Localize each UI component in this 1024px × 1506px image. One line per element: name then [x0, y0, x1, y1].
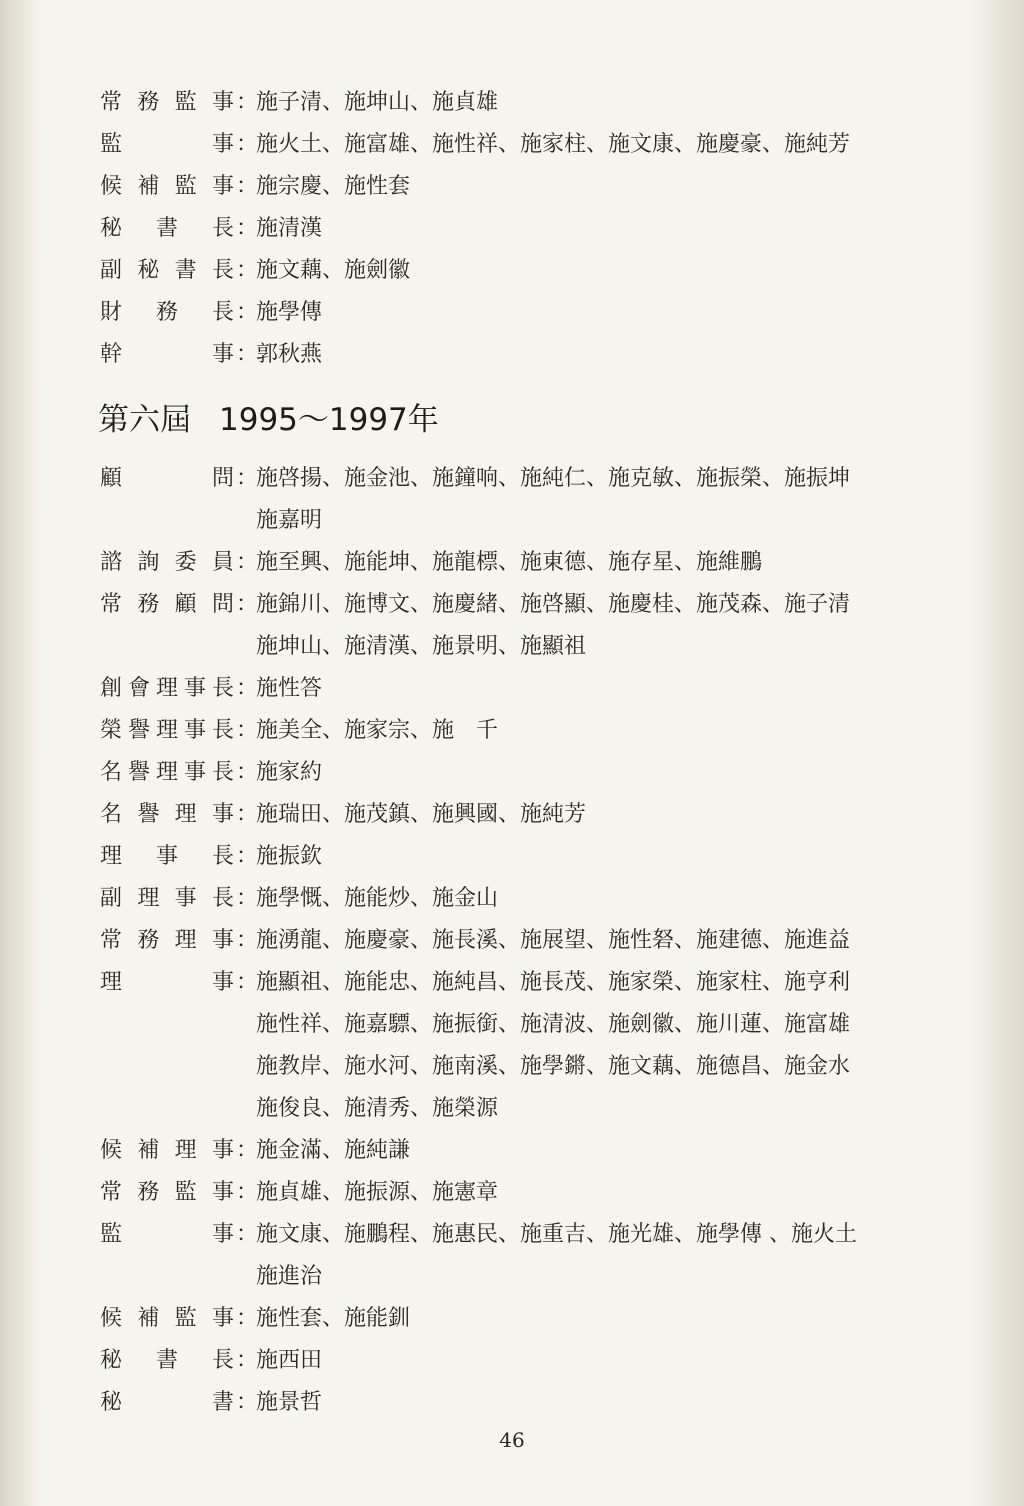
roster-row	[0, 292, 1024, 334]
role-label	[100, 836, 234, 878]
member-names: 施金滿、施純謙	[256, 1138, 411, 1163]
role-label-char: 常	[100, 928, 123, 953]
roster-row	[0, 542, 1024, 584]
member-names: 施瑞田、施茂鎮、施興國、施純芳	[256, 802, 587, 827]
role-label-char: 書	[174, 258, 197, 283]
role-label	[100, 1298, 234, 1340]
role-label-char: 秘	[100, 216, 123, 241]
roster-row	[0, 878, 1024, 920]
member-names: 施性套、施能釧	[256, 1306, 411, 1331]
member-names: 施學傳	[256, 300, 323, 325]
roster-row	[0, 334, 1024, 376]
role-label-char: 名	[100, 760, 123, 785]
role-label-char: 長	[211, 258, 234, 283]
label-colon: ：	[236, 1222, 259, 1247]
role-label-char: 問	[211, 592, 234, 617]
role-label-char: 詢	[137, 550, 160, 575]
heading-years: 1995～1997年	[219, 402, 439, 438]
role-label-char: 事	[211, 1138, 234, 1163]
label-colon: ：	[236, 886, 259, 911]
role-label-char: 事	[155, 844, 178, 869]
roster-row	[0, 124, 1024, 166]
label-colon: ：	[236, 174, 259, 199]
member-names: 施學慨、施能炒、施金山	[256, 886, 499, 911]
roster-row	[0, 1214, 1024, 1256]
roster-row	[0, 752, 1024, 794]
role-label-char: 事	[211, 1222, 234, 1247]
label-colon: ：	[236, 970, 259, 995]
role-label-char: 問	[211, 466, 234, 491]
member-names: 郭秋燕	[256, 342, 323, 367]
role-label-char: 創	[100, 676, 123, 701]
role-label-char: 理	[155, 718, 178, 743]
role-label-char: 務	[155, 300, 178, 325]
role-label	[100, 962, 234, 1004]
role-label	[100, 166, 234, 208]
role-label-char: 譽	[137, 802, 160, 827]
role-label-char: 委	[174, 550, 197, 575]
role-label-char: 補	[137, 1138, 160, 1163]
role-label-char: 務	[137, 1180, 160, 1205]
role-label-char: 理	[155, 676, 178, 701]
role-label-char: 事	[174, 886, 197, 911]
member-names: 施進治	[256, 1264, 323, 1289]
roster-row	[0, 668, 1024, 710]
role-label-char: 事	[211, 342, 234, 367]
member-names: 施性祥、施嘉驃、施振銜、施清波、施劍徽、施川蓮、施富雄	[256, 1012, 851, 1037]
label-colon: ：	[236, 718, 259, 743]
role-label	[100, 124, 234, 166]
member-names: 施火土、施富雄、施性祥、施家柱、施文康、施慶豪、施純芳	[256, 132, 851, 157]
label-colon: ：	[236, 1390, 259, 1415]
label-colon: ：	[236, 300, 259, 325]
role-label-char: 幹	[100, 342, 123, 367]
roster-row	[0, 710, 1024, 752]
role-label-char: 長	[211, 718, 234, 743]
role-label-char: 秘	[137, 258, 160, 283]
member-names: 施俊良、施清秀、施榮源	[256, 1096, 499, 1121]
role-label-char: 事	[211, 802, 234, 827]
role-label-char: 務	[137, 90, 160, 115]
member-names: 施坤山、施清漢、施景明、施顯祖	[256, 634, 587, 659]
role-label-char: 長	[211, 760, 234, 785]
role-label-char: 榮	[100, 718, 123, 743]
role-label-char: 員	[211, 550, 234, 575]
role-label	[100, 1340, 234, 1382]
label-colon: ：	[236, 216, 259, 241]
role-label	[100, 1214, 234, 1256]
label-colon: ：	[236, 844, 259, 869]
role-label-char: 諮	[100, 550, 123, 575]
role-label-char: 長	[211, 886, 234, 911]
label-colon: ：	[236, 928, 259, 953]
label-colon: ：	[236, 676, 259, 701]
member-names: 施文康、施鵬程、施惠民、施重吉、施光雄、施學傳 、施火土	[256, 1222, 857, 1247]
role-label-char: 理	[174, 928, 197, 953]
roster-row	[0, 794, 1024, 836]
member-names: 施文藕、施劍徽	[256, 258, 411, 283]
label-colon: ：	[236, 1306, 259, 1331]
page-number: 46	[499, 1428, 525, 1452]
member-names: 施家約	[256, 760, 323, 785]
member-names: 施教岸、施水河、施南溪、施學鏘、施文藕、施德昌、施金水	[256, 1054, 851, 1079]
role-label	[100, 542, 234, 584]
role-label-char: 常	[100, 1180, 123, 1205]
label-colon: ：	[236, 550, 259, 575]
member-names: 施貞雄、施振源、施憲章	[256, 1180, 499, 1205]
role-label	[100, 250, 234, 292]
role-label-char: 理	[100, 970, 123, 995]
role-label-char: 會	[127, 676, 150, 701]
roster-row	[0, 836, 1024, 878]
role-label-char: 理	[155, 760, 178, 785]
role-label-char: 候	[100, 1138, 123, 1163]
label-colon: ：	[236, 760, 259, 785]
role-label	[100, 584, 234, 626]
roster-row	[0, 1340, 1024, 1382]
role-label	[100, 920, 234, 962]
role-label	[100, 1172, 234, 1214]
role-label	[100, 1382, 234, 1424]
role-label	[100, 334, 234, 376]
sixth-term-roster	[0, 458, 1024, 1424]
roster-row	[0, 962, 1024, 1004]
role-label-char: 事	[183, 760, 206, 785]
roster-row	[0, 1130, 1024, 1172]
role-label-char: 候	[100, 174, 123, 199]
role-label-char: 事	[211, 928, 234, 953]
role-label	[100, 878, 234, 920]
role-label-char: 財	[100, 300, 123, 325]
roster-row-continuation	[0, 1256, 1024, 1298]
role-label-char: 務	[137, 928, 160, 953]
role-label-char: 補	[137, 1306, 160, 1331]
role-label-char: 理	[174, 802, 197, 827]
role-label	[100, 82, 234, 124]
role-label-char: 書	[155, 216, 178, 241]
role-label-char: 監	[100, 132, 123, 157]
heading-term: 第六屆	[98, 402, 191, 438]
member-names: 施至興、施能坤、施龍標、施東德、施存星、施維鵬	[256, 550, 763, 575]
label-colon: ：	[236, 1180, 259, 1205]
roster-row	[0, 1298, 1024, 1340]
role-label-char: 事	[211, 1180, 234, 1205]
role-label	[100, 458, 234, 500]
fifth-term-roster	[0, 82, 1024, 376]
role-label	[100, 668, 234, 710]
role-label-char: 長	[211, 300, 234, 325]
role-label-char: 顧	[174, 592, 197, 617]
member-names: 施嘉明	[256, 508, 323, 533]
role-label	[100, 710, 234, 752]
role-label-char: 長	[211, 676, 234, 701]
role-label-char: 名	[100, 802, 123, 827]
role-label-char: 補	[137, 174, 160, 199]
label-colon: ：	[236, 466, 259, 491]
role-label-char: 書	[155, 1348, 178, 1373]
section-heading	[98, 396, 439, 444]
roster-row	[0, 82, 1024, 124]
roster-row-continuation	[0, 500, 1024, 542]
member-names: 施子清、施坤山、施貞雄	[256, 90, 499, 115]
roster-row-continuation	[0, 1046, 1024, 1088]
role-label-char: 事	[183, 718, 206, 743]
role-label-char: 事	[211, 174, 234, 199]
role-label-char: 理	[100, 844, 123, 869]
member-names: 施性答	[256, 676, 323, 701]
role-label-char: 顧	[100, 466, 123, 491]
role-label-char: 秘	[100, 1348, 123, 1373]
role-label-char: 事	[211, 1306, 234, 1331]
label-colon: ：	[236, 342, 259, 367]
roster-row	[0, 166, 1024, 208]
role-label	[100, 1130, 234, 1172]
role-label-char: 譽	[127, 718, 150, 743]
roster-row	[0, 250, 1024, 292]
roster-row	[0, 584, 1024, 626]
role-label-char: 監	[174, 174, 197, 199]
member-names: 施景哲	[256, 1390, 323, 1415]
roster-row-continuation	[0, 626, 1024, 668]
member-names: 施清漢	[256, 216, 323, 241]
roster-row	[0, 208, 1024, 250]
label-colon: ：	[236, 90, 259, 115]
role-label-char: 理	[137, 886, 160, 911]
member-names: 施啓揚、施金池、施鐘响、施純仁、施克敏、施振榮、施振坤	[256, 466, 851, 491]
role-label-char: 長	[211, 1348, 234, 1373]
role-label	[100, 208, 234, 250]
role-label-char: 事	[211, 132, 234, 157]
role-label-char: 監	[174, 90, 197, 115]
member-names: 施美全、施家宗、施 千	[256, 718, 499, 743]
role-label-char: 候	[100, 1306, 123, 1331]
roster-row	[0, 458, 1024, 500]
member-names: 施西田	[256, 1348, 323, 1373]
label-colon: ：	[236, 1138, 259, 1163]
label-colon: ：	[236, 592, 259, 617]
label-colon: ：	[236, 258, 259, 283]
member-names: 施錦川、施博文、施慶緒、施啓顯、施慶桂、施茂森、施子清	[256, 592, 851, 617]
roster-row	[0, 1382, 1024, 1424]
role-label-char: 長	[211, 844, 234, 869]
roster-row-continuation	[0, 1088, 1024, 1130]
roster-row-continuation	[0, 1004, 1024, 1046]
role-label-char: 長	[211, 216, 234, 241]
label-colon: ：	[236, 1348, 259, 1373]
roster-row	[0, 920, 1024, 962]
role-label	[100, 794, 234, 836]
role-label-char: 監	[174, 1306, 197, 1331]
roster-row	[0, 1172, 1024, 1214]
role-label-char: 監	[174, 1180, 197, 1205]
role-label-char: 理	[174, 1138, 197, 1163]
role-label	[100, 292, 234, 334]
role-label-char: 事	[211, 90, 234, 115]
role-label-char: 書	[211, 1390, 234, 1415]
member-names: 施顯祖、施能忠、施純昌、施長茂、施家榮、施家柱、施亨利	[256, 970, 851, 995]
member-names: 施湧龍、施慶豪、施長溪、施展望、施性砮、施建德、施進益	[256, 928, 851, 953]
label-colon: ：	[236, 132, 259, 157]
role-label-char: 副	[100, 258, 123, 283]
label-colon: ：	[236, 802, 259, 827]
role-label-char: 譽	[127, 760, 150, 785]
role-label-char: 務	[137, 592, 160, 617]
role-label-char: 事	[211, 970, 234, 995]
member-names: 施宗慶、施性套	[256, 174, 411, 199]
role-label-char: 秘	[100, 1390, 123, 1415]
role-label-char: 副	[100, 886, 123, 911]
role-label-char: 事	[183, 676, 206, 701]
role-label	[100, 752, 234, 794]
role-label-char: 常	[100, 592, 123, 617]
member-names: 施振欽	[256, 844, 323, 869]
role-label-char: 監	[100, 1222, 123, 1247]
role-label-char: 常	[100, 90, 123, 115]
